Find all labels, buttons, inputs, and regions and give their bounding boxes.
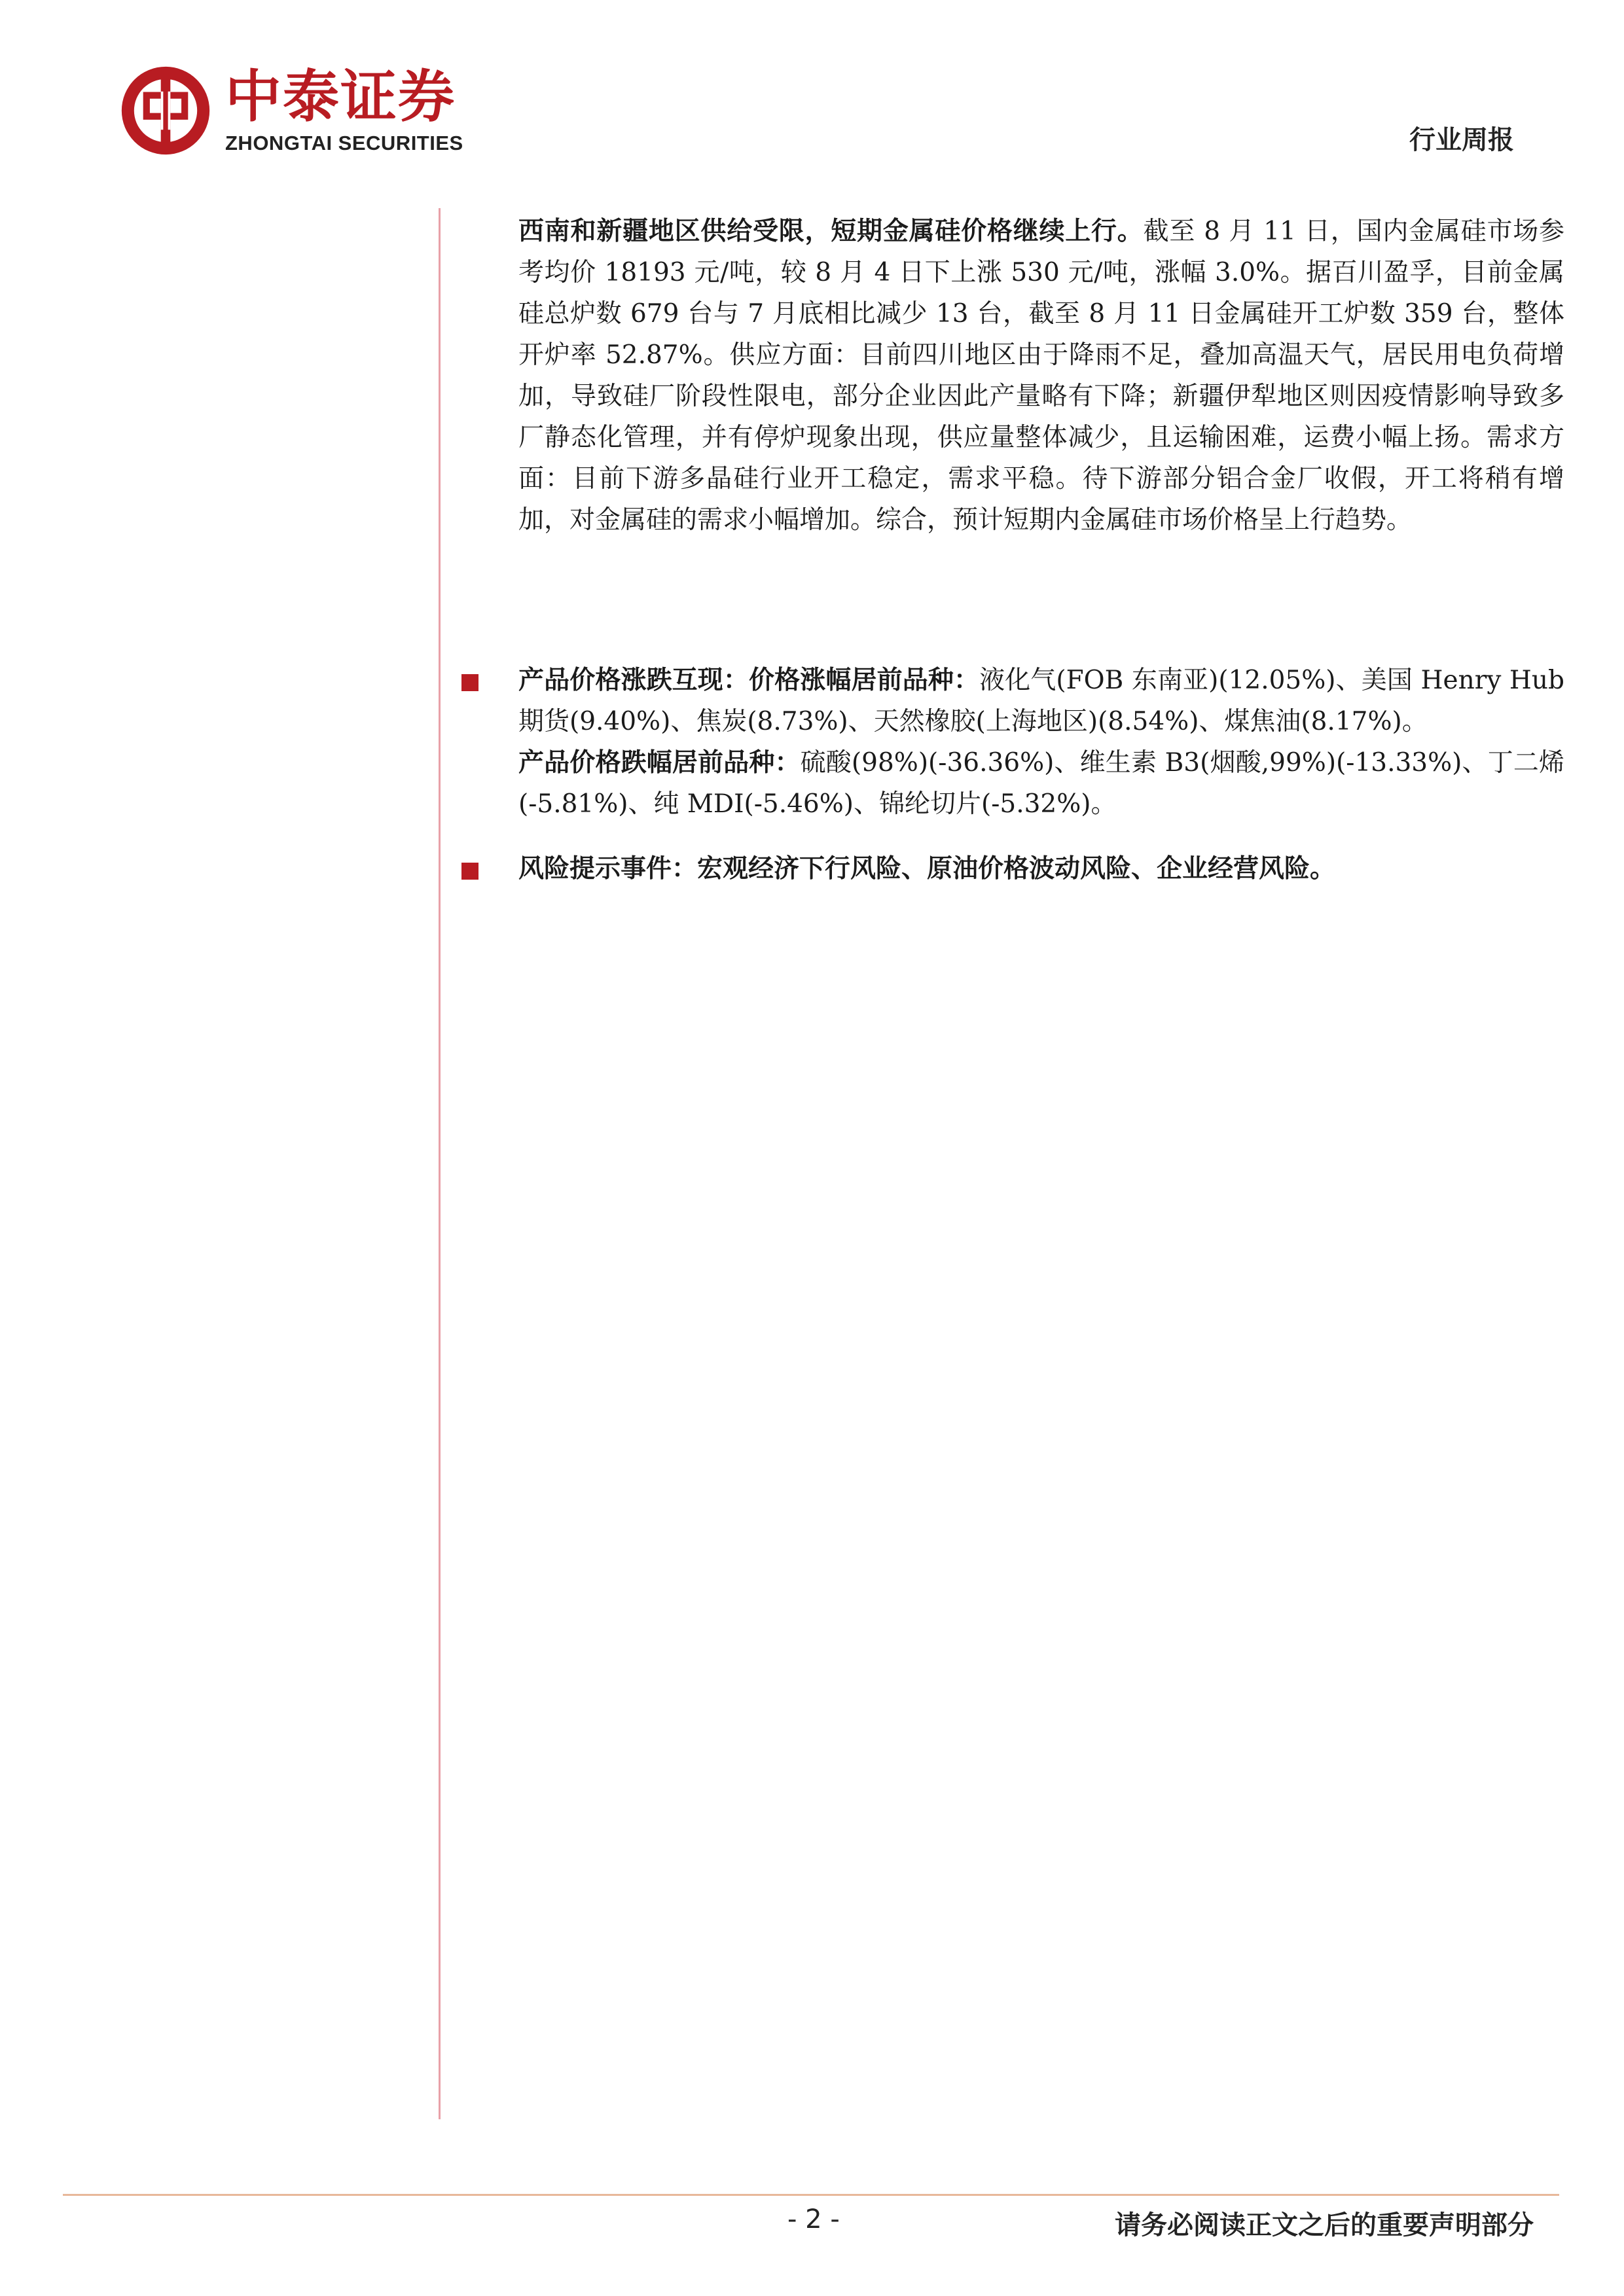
- silicon-paragraph: [518, 211, 1564, 541]
- price-down-paragraph: [518, 742, 1564, 825]
- risk-text: 风险提示事件：宏观经济下行风险、原油价格波动风险、企业经营风险。: [518, 853, 1336, 884]
- bullet-marker: [461, 674, 478, 691]
- price-up-paragraph: [518, 660, 1564, 742]
- risk-paragraph: [518, 848, 1564, 889]
- company-logo: [118, 63, 463, 158]
- footer-disclaimer: 请务必阅读正文之后的重要声明部分: [1115, 2210, 1534, 2240]
- margin-rule: [439, 208, 441, 2119]
- page-number: - 2 -: [787, 2204, 840, 2234]
- report-type-label: 行业周报: [1409, 125, 1514, 155]
- price-up-lead: 产品价格涨跌互现：价格涨幅居前品种：: [518, 665, 980, 695]
- silicon-section: [518, 211, 1564, 541]
- zhongtai-logo-icon: [118, 63, 213, 158]
- logo-chinese-name: 中泰证券: [225, 64, 456, 130]
- silicon-lead: 西南和新疆地区供给受限，短期金属硅价格继续上行。: [518, 216, 1144, 246]
- price-down-lead: 产品价格跌幅居前品种：: [518, 747, 801, 778]
- risk-section: [518, 848, 1564, 889]
- footer-rule: [63, 2194, 1559, 2196]
- price-down-body: 硫酸(98%)(-36.36%)、维生素 B3(烟酸,99%)(-13.33%)、丁二烯(-5.81%)、纯 MDI(-5.46%)、锦纶切片(-5.32%)。: [518, 748, 1564, 819]
- silicon-body: 截至 8 月 11 日，国内金属硅市场参考均价 18193 元/吨，较 8 月 4 日下上涨 530 元/吨，涨幅 3.0%。据百川盈孚，目前金属硅总炉数 679 台与 7 月底相比减少 13 台，截至 8 月 11 日金属硅开工炉数 359 台，整体开炉率 52.87%。供应方面：目前四川地区由于降雨不足，叠加高温天气，居民用电负荷增加，导致硅厂阶段性限电，部分企业因此产量略有下降；新疆伊犁地区则因疫情影响导致多厂静态化管理，并有停炉现象出现，供应量整体减少，且运输困难，运费小幅上扬。需求方面：目前下游多晶硅行业开工稳定，需求平稳。待下游部分铝合金厂收假，开工将稍有增加，对金属硅的需求小幅增加。综合，预计短期内金属硅市场价格呈上行趋势。: [518, 217, 1564, 535]
- logo-english-name: ZHONGTAI SECURITIES: [225, 132, 463, 154]
- price-moves-section: [518, 660, 1564, 825]
- bullet-marker: [461, 863, 478, 880]
- price-up-body: 液化气(FOB 东南亚)(12.05%)、美国 Henry Hub 期货(9.40%)、焦炭(8.73%)、天然橡胶(上海地区)(8.54%)、煤焦油(8.17%)。: [518, 666, 1564, 736]
